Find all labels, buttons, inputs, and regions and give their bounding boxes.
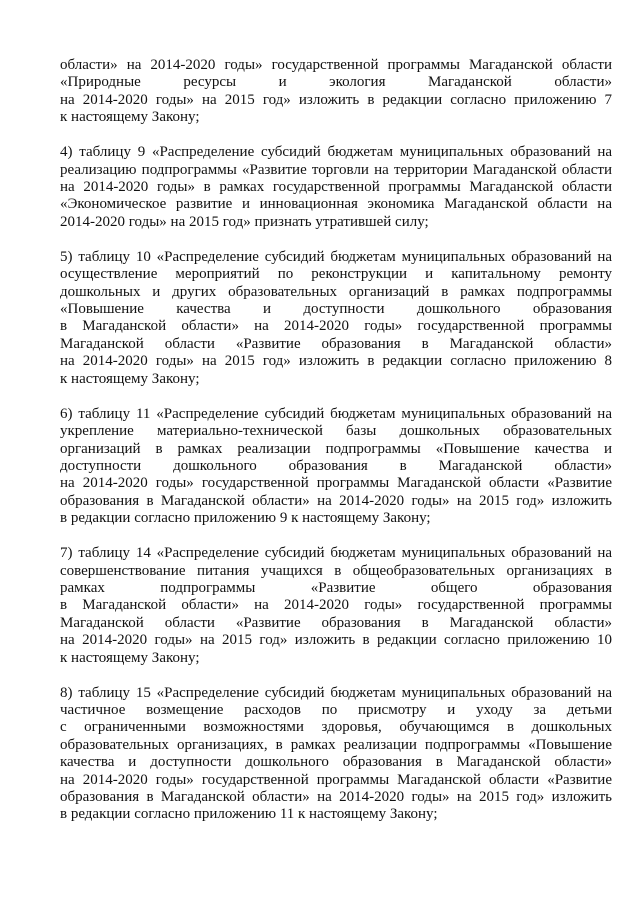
text-line: дошкольных и других образовательных организаций в рамках подпрограммы xyxy=(60,283,612,300)
text-line: совершенствование питания учащихся в общеобразовательных организациях в xyxy=(60,562,612,579)
paragraph-item-6 xyxy=(60,406,612,528)
text-line: в Магаданской области» на 2014-2020 годы» государственной программы xyxy=(60,597,612,614)
text-line: с ограниченными возможностями здоровья, обучающимся в дошкольных xyxy=(60,719,612,736)
text-line: области» на 2014-2020 годы» государственной программы Магаданской области xyxy=(60,57,612,73)
text-line: 4) таблицу 9 «Распределение субсидий бюджетам муниципальных образований на xyxy=(60,144,612,161)
paragraph-item-8 xyxy=(60,685,612,824)
text-line: 8) таблицу 15 «Распределение субсидий бюджетам муниципальных образований на xyxy=(60,684,612,701)
text-line: организаций в рамках реализации подпрограммы «Повышение качества и xyxy=(60,440,612,457)
text-line: на 2014-2020 годы» государственной программы Магаданской области «Развитие xyxy=(60,771,612,788)
text-line: на 2014-2020 годы» на 2015 год» изложить в редакции согласно приложению 7 xyxy=(60,91,612,108)
text-line: на 2014-2020 годы» в рамках государственной программы Магаданской области xyxy=(60,179,612,196)
text-line: «Экономическое развитие и инновационная экономика Магаданской области на xyxy=(60,196,612,213)
paragraph-item-7 xyxy=(60,545,612,667)
text-line: в редакции согласно приложению 9 к настоящему Закону; xyxy=(60,510,431,527)
text-line: образовательных организациях, в рамках реализации подпрограммы «Повышение xyxy=(60,736,612,753)
text-line: в Магаданской области» на 2014-2020 годы» государственной программы xyxy=(60,318,612,335)
text-line: «Повышение качества и доступности дошкольного образования xyxy=(60,301,612,318)
text-line: к настоящему Закону; xyxy=(60,109,200,126)
text-line: к настоящему Закону; xyxy=(60,370,200,387)
text-line: реализацию подпрограммы «Развитие торговли на территории Магаданской области xyxy=(60,161,612,178)
text-line: 6) таблицу 11 «Распределение субсидий бюджетам муниципальных образований на xyxy=(60,405,612,422)
text-line: осуществление мероприятий по реконструкции и капитальному ремонту xyxy=(60,266,612,283)
text-line: 5) таблицу 10 «Распределение субсидий бюджетам муниципальных образований на xyxy=(60,248,612,265)
paragraph-appendix-7 xyxy=(60,57,612,127)
text-line: в редакции согласно приложению 11 к настоящему Закону; xyxy=(60,806,438,823)
text-line: на 2014-2020 годы» государственной программы Магаданской области «Развитие xyxy=(60,475,612,492)
text-line: к настоящему Закону; xyxy=(60,649,200,666)
text-line: 7) таблицу 14 «Распределение субсидий бюджетам муниципальных образований на xyxy=(60,545,612,562)
text-line: доступности дошкольного образования в Магаданской области» xyxy=(60,457,612,474)
text-line: 2014-2020 годы» на 2015 год» признать утратившей силу; xyxy=(60,213,429,230)
document-page xyxy=(60,57,612,841)
text-line: на 2014-2020 годы» на 2015 год» изложить в редакции согласно приложению 10 xyxy=(60,632,612,649)
text-line: на 2014-2020 годы» на 2015 год» изложить в редакции согласно приложению 8 xyxy=(60,353,612,370)
text-line: укрепление материально-технической базы дошкольных образовательных xyxy=(60,423,612,440)
text-line: Магаданской области «Развитие образования в Магаданской области» xyxy=(60,335,612,352)
text-line: частичное возмещение расходов по присмотру и уходу за детьми xyxy=(60,701,612,718)
text-line: Магаданской области «Развитие образования в Магаданской области» xyxy=(60,614,612,631)
text-line: образования в Магаданской области» на 2014-2020 годы» на 2015 год» изложить xyxy=(60,789,612,805)
paragraph-item-4 xyxy=(60,144,612,231)
text-line: «Природные ресурсы и экология Магаданской области» xyxy=(60,74,612,91)
text-line: качества и доступности дошкольного образования в Магаданской области» xyxy=(60,754,612,771)
text-line: образования в Магаданской области» на 2014-2020 годы» на 2015 год» изложить xyxy=(60,492,612,509)
text-line: рамках подпрограммы «Развитие общего образования xyxy=(60,579,612,596)
paragraph-item-5 xyxy=(60,249,612,388)
